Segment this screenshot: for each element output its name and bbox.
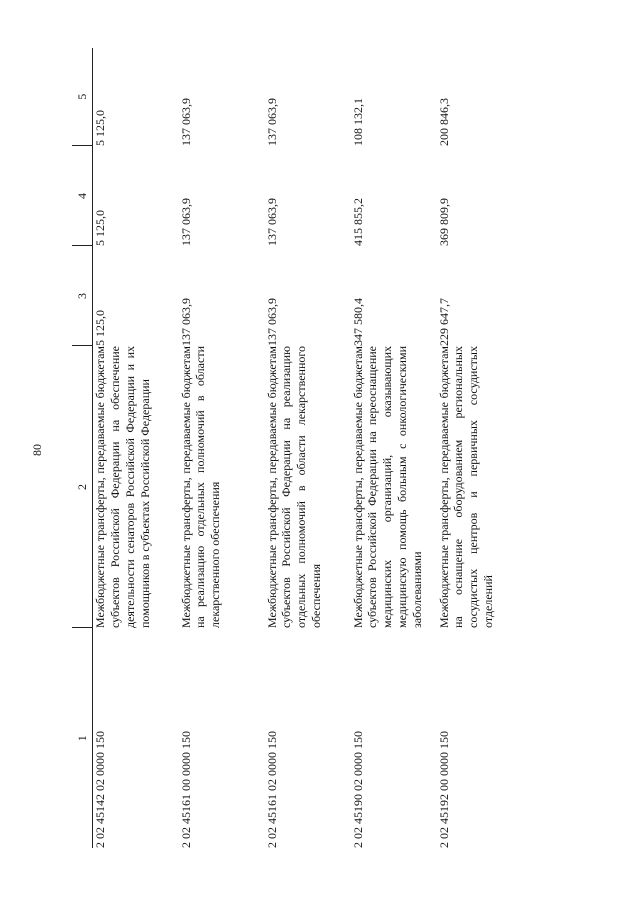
amount-col5: 5 125,0 (93, 110, 107, 146)
column-header-3: 3 (72, 246, 93, 346)
column-header-1: 1 (72, 628, 93, 848)
column-header-4: 4 (72, 146, 93, 246)
budget-description: Межбюджетные трансферты, передаваемые бюджетам субъектов Российской Федерации на переоснащение медицинских организаций, оказывающих медицинскую помощь больным с онкологическими заболеваниями (350, 346, 424, 628)
table-row (265, 48, 351, 848)
column-header-2: 2 (72, 346, 93, 628)
budget-code: 2 02 45142 02 0000 150 (93, 731, 107, 848)
amount-col3: 229 647,7 (436, 298, 451, 346)
column-header-5: 5 (72, 48, 93, 146)
budget-table (72, 48, 523, 848)
amount-col4: 369 809,9 (436, 198, 451, 246)
page-number: 80 (30, 444, 44, 456)
budget-code: 2 02 45161 02 0000 150 (264, 731, 279, 848)
table-row (93, 48, 179, 848)
amount-col5: 137 063,9 (178, 98, 193, 146)
budget-description: Межбюджетные трансферты, передаваемые бюджетам субъектов Российской Федерации на реализацию отдельных полномочий в области лекарственного обеспечения (264, 346, 324, 628)
table-row (437, 48, 523, 848)
table-header-row (72, 48, 93, 848)
amount-col3: 137 063,9 (264, 298, 279, 346)
budget-code: 2 02 45192 00 0000 150 (436, 731, 451, 848)
amount-col4: 137 063,9 (264, 198, 279, 246)
rotated-page-content (72, 48, 552, 848)
budget-description: Межбюджетные трансферты, передаваемые бюджетам на реализацию отдельных полномочий в области лекарственного обеспечения (178, 346, 223, 628)
budget-code: 2 02 45161 00 0000 150 (178, 731, 193, 848)
amount-col4: 5 125,0 (93, 210, 107, 246)
table-row (179, 48, 265, 848)
amount-col3: 347 580,4 (350, 298, 365, 346)
amount-col5: 108 132,1 (350, 98, 365, 146)
budget-description: Межбюджетные трансферты, передаваемые бюджетам субъектов Российской Федерации на обеспечение деятельности сенаторов Российской Федерации и их помощников в субъектах Российской Федерации (93, 346, 152, 628)
amount-col5: 137 063,9 (264, 98, 279, 146)
amount-col3: 5 125,0 (93, 310, 107, 346)
amount-col3: 137 063,9 (178, 298, 193, 346)
amount-col4: 415 855,2 (350, 198, 365, 246)
amount-col4: 137 063,9 (178, 198, 193, 246)
table-row (351, 48, 437, 848)
amount-col5: 200 846,3 (436, 98, 451, 146)
budget-description: Межбюджетные трансферты, передаваемые бюджетам на оснащение оборудованием региональных сосудистых центров и первичных сосудистых отделений (436, 346, 496, 628)
budget-code: 2 02 45190 02 0000 150 (350, 731, 365, 848)
